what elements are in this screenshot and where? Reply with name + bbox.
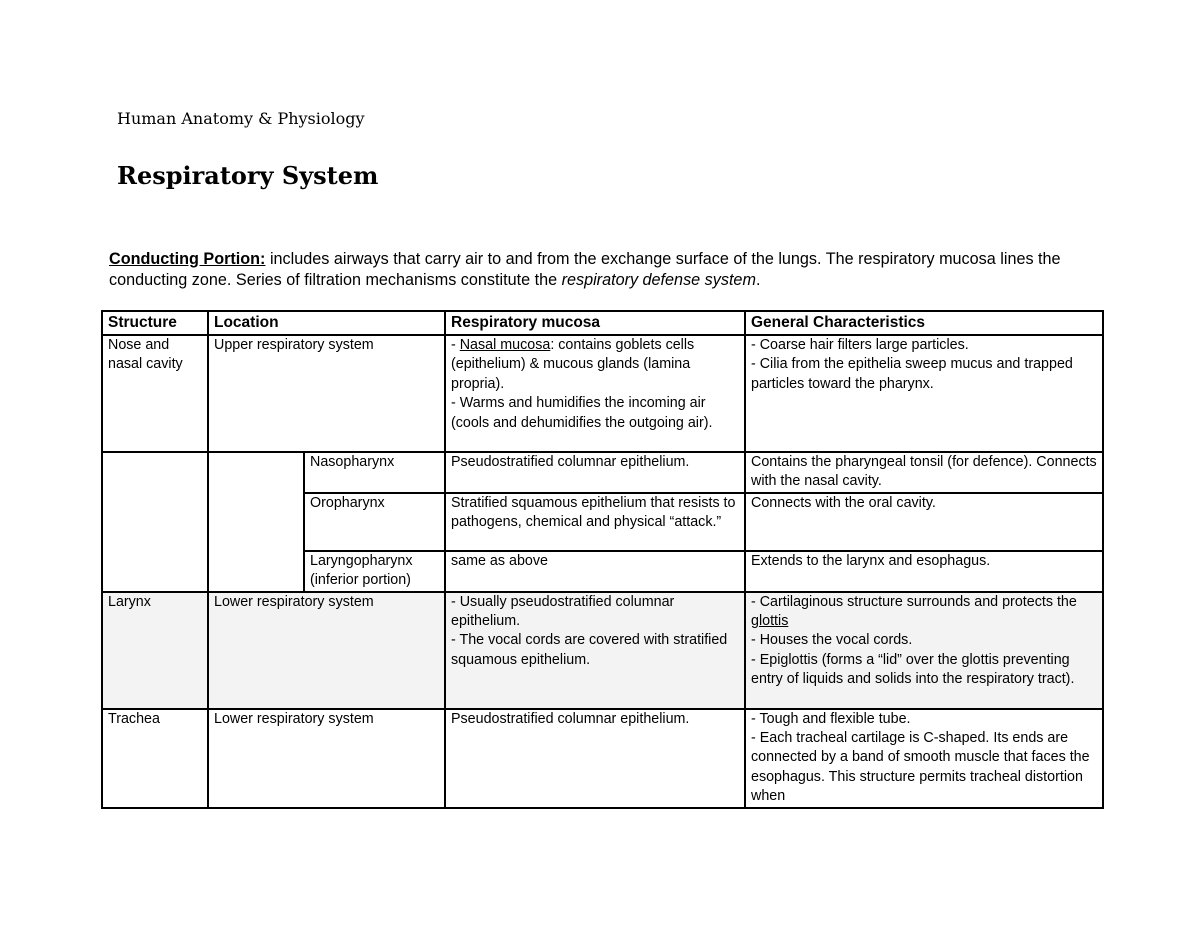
cell-mucosa: Stratified squamous epithelium that resists to pathogens, chemical and physical “attack.” [445, 493, 745, 551]
cell-mucosa [445, 592, 745, 709]
mucosa-line: - Usually pseudostratified columnar epithelium. [451, 593, 675, 630]
header-mucosa: Respiratory mucosa [445, 311, 745, 335]
nasal-mucosa-term: Nasal mucosa [459, 337, 551, 353]
intro-text: includes airways that carry air to and from the exchange surface of the lungs. The respiratory mucosa lines the conducting zone. Series of filtration mechanisms constitute the [109, 250, 1061, 289]
mucosa-rest: : contains goblets cells (epithelium) & mucous glands (lamina propria). [451, 337, 695, 392]
cell-pharynx-part: Oropharynx [304, 493, 445, 551]
course-subject: Human Anatomy & Physiology [117, 109, 365, 128]
char-line: - Epiglottis (forms a “lid” over the glottis preventing entry of liquids and solids into the respiratory tract). [751, 651, 1075, 688]
cell-mucosa: Pseudostratified columnar epithelium. [445, 709, 745, 808]
cell-pharynx-part: Nasopharynx [304, 452, 445, 493]
cell-mucosa [445, 335, 745, 452]
cell-pharynx-part: Laryngopharynx (inferior portion) [304, 551, 445, 592]
header-structure: Structure [102, 311, 208, 335]
char-line: - Tough and flexible tube. [751, 710, 911, 727]
cell-location: Lower respiratory system [208, 592, 445, 709]
cell-structure: Nose and nasal cavity [102, 335, 208, 452]
intro-lead: Conducting Portion: [109, 250, 266, 268]
char-line: - Each tracheal cartilage is C-shaped. Its ends are connected by a band of smooth muscle that faces the esophagus. This structure permits tracheal distortion when [751, 730, 1090, 805]
page-title: Respiratory System [117, 161, 379, 190]
table-row [102, 335, 1103, 452]
intro-emphasis: respiratory defense system [561, 271, 756, 289]
char-line: - Cartilaginous structure surrounds and protects the [751, 593, 1077, 610]
mucosa-prefix: - [451, 337, 460, 353]
respiratory-table [101, 310, 1104, 809]
cell-characteristics [745, 335, 1103, 452]
cell-location: Upper respiratory system [208, 335, 445, 452]
mucosa-line: - The vocal cords are covered with stratified squamous epithelium. [451, 632, 728, 668]
cell-characteristics: Contains the pharyngeal tonsil (for defence). Connects with the nasal cavity. [745, 452, 1103, 493]
cell-mucosa: Pseudostratified columnar epithelium. [445, 452, 745, 493]
cell-structure: Larynx [102, 592, 208, 709]
char-line: - Coarse hair filters large particles. [751, 337, 969, 353]
table-row [102, 709, 1103, 808]
table-row [102, 452, 1103, 493]
header-characteristics: General Characteristics [745, 311, 1103, 335]
char-line: - Cilia from the epithelia sweep mucus and trapped particles toward the pharynx. [751, 356, 1073, 392]
mucosa-line: - Warms and humidifies the incoming air (cools and dehumidifies the outgoing air). [451, 395, 713, 431]
cell-characteristics [745, 592, 1103, 709]
table-row [102, 592, 1103, 709]
cell-location: Lower respiratory system [208, 709, 445, 808]
table-header-row [102, 311, 1103, 335]
header-location: Location [208, 311, 445, 335]
glottis-term: glottis [751, 613, 789, 630]
cell-structure: Trachea [102, 709, 208, 808]
cell-structure-empty [102, 452, 208, 592]
cell-characteristics [745, 709, 1103, 808]
cell-characteristics: Extends to the larynx and esophagus. [745, 551, 1103, 592]
intro-paragraph [109, 249, 1069, 291]
cell-mucosa: same as above [445, 551, 745, 592]
cell-characteristics: Connects with the oral cavity. [745, 493, 1103, 551]
char-line: - Houses the vocal cords. [751, 632, 913, 649]
intro-text-end: . [755, 271, 761, 289]
cell-location-empty [208, 452, 304, 592]
